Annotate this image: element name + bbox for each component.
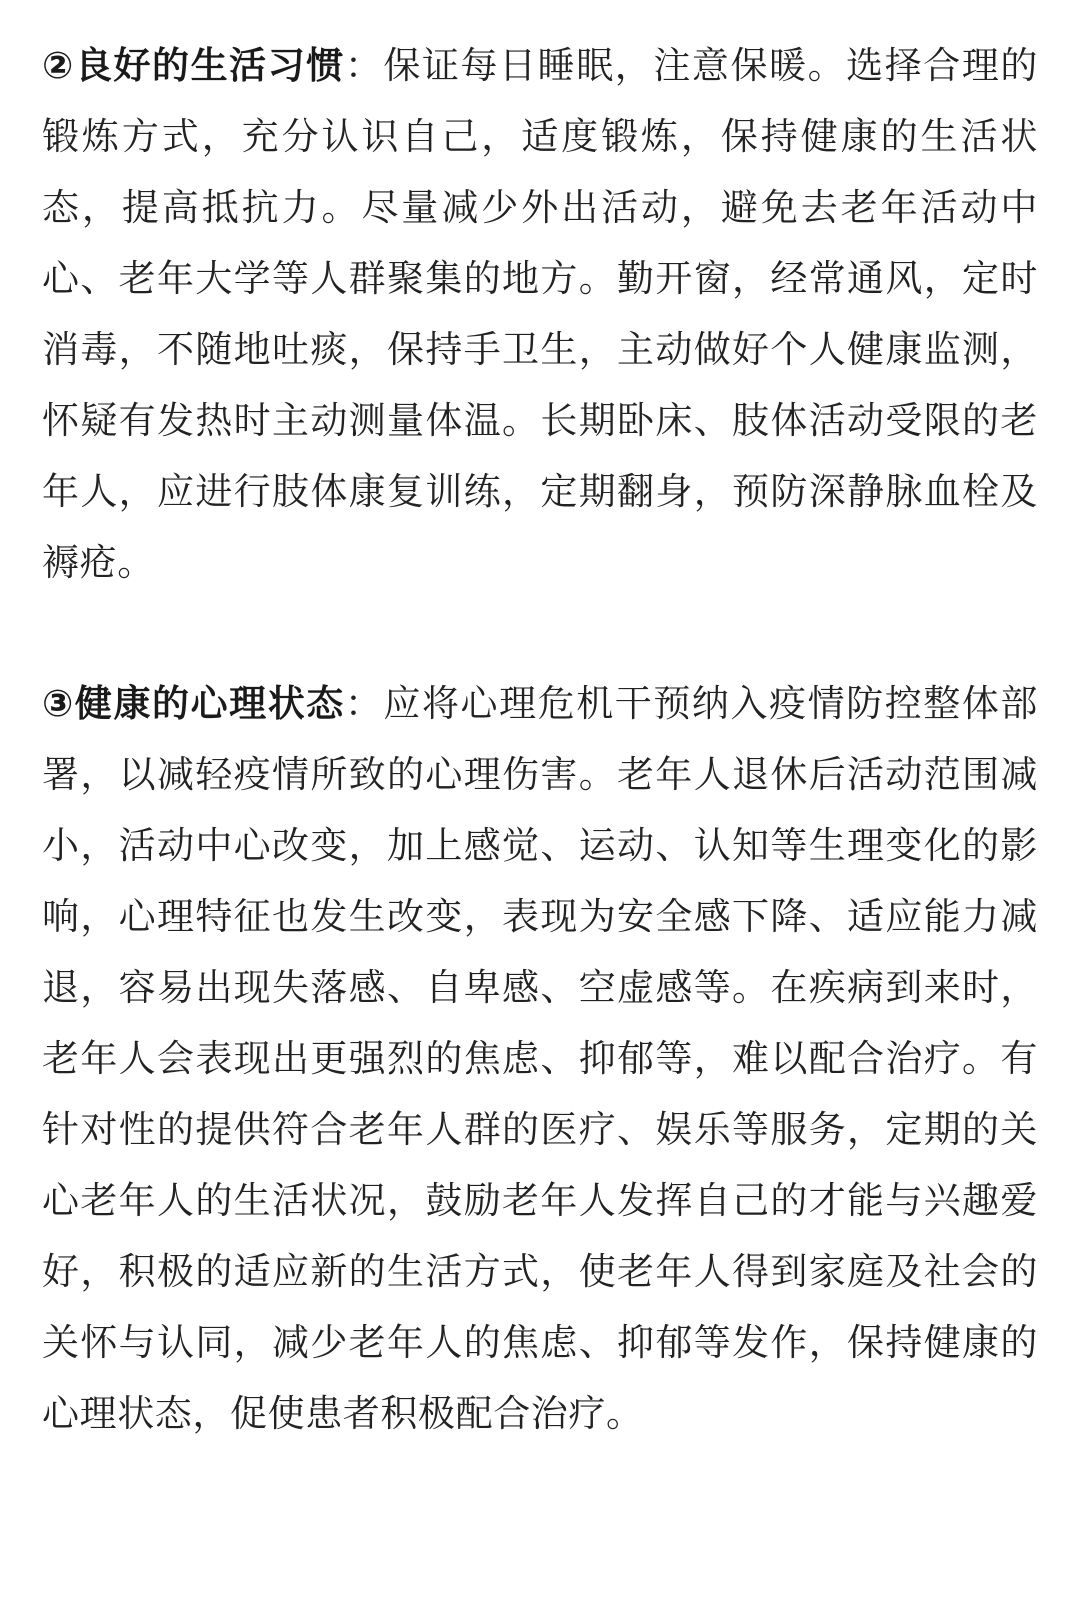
section-heading: ③健康的心理状态: [42, 682, 345, 725]
section-heading: ②良好的生活习惯: [42, 44, 345, 87]
section-mental-health: [42, 668, 1038, 1449]
heading-separator: ：: [344, 682, 384, 725]
section-body: 应将心理危机干预纳入疫情防控整体部署，以减轻疫情所致的心理伤害。老年人退休后活动范围减小，活动中心改变，加上感觉、运动、认知等生理变化的影响，心理特征也发生改变，表现为安全感下降、适应能力减退，容易出现失落感、自卑感、空虚感等。在疾病到来时，老年人会表现出更强烈的焦虑、抑郁等，难以配合治疗。有针对性的提供符合老年人群的医疗、娱乐等服务，定期的关心老年人的生活状况，鼓励老年人发挥自己的才能与兴趣爱好，积极的适应新的生活方式，使老年人得到家庭及社会的关怀与认同，减少老年人的焦虑、抑郁等发作，保持健康的心理状态，促使患者积极配合治疗。: [42, 682, 1038, 1435]
heading-separator: ：: [344, 44, 384, 87]
section-body: 保证每日睡眠，注意保暖。选择合理的锻炼方式，充分认识自己，适度锻炼，保持健康的生活状态，提高抵抗力。尽量减少外出活动，避免去老年活动中心、老年大学等人群聚集的地方。勤开窗，经常通风，定时消毒，不随地吐痰，保持手卫生，主动做好个人健康监测，怀疑有发热时主动测量体温。长期卧床、肢体活动受限的老年人，应进行肢体康复训练，定期翻身，预防深静脉血栓及褥疮。: [42, 44, 1038, 584]
section-living-habits: [42, 30, 1038, 598]
